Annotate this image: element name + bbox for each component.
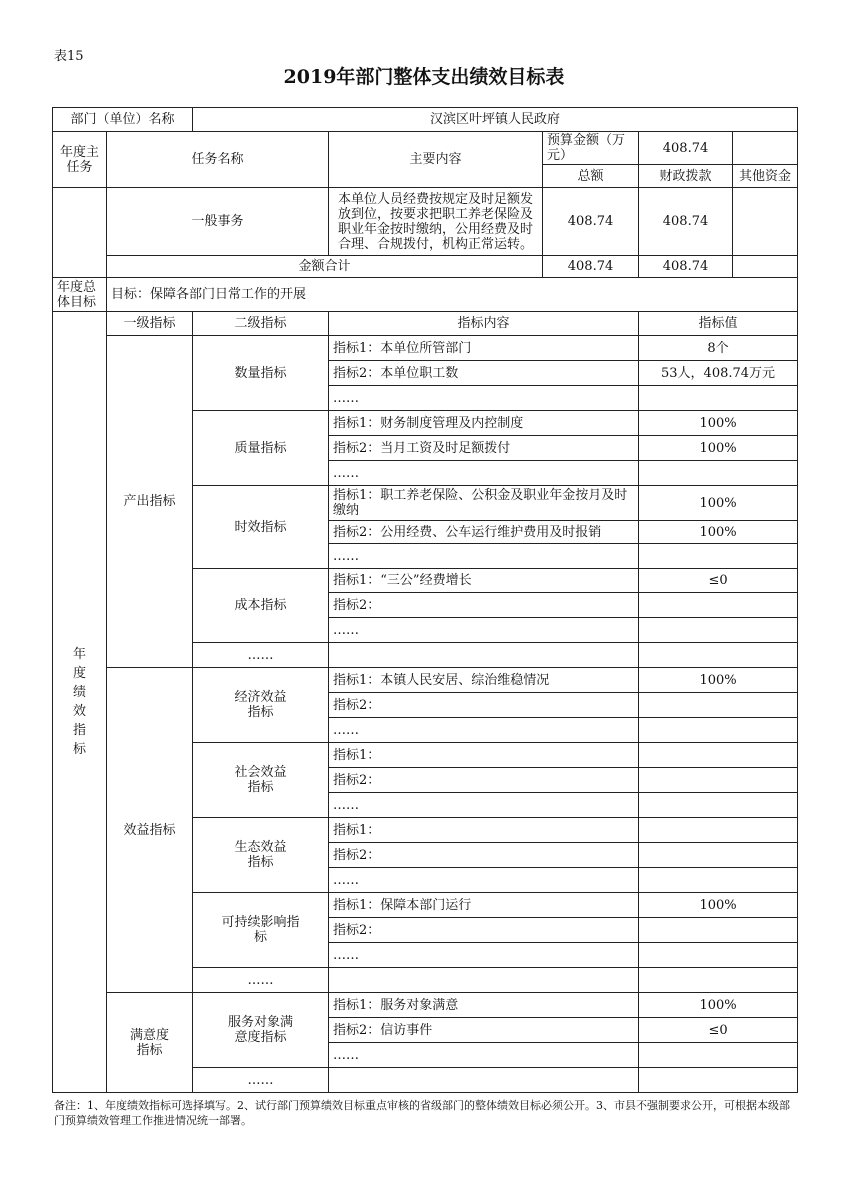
task-name: 一般事务 bbox=[107, 188, 329, 256]
service-label: 服务对象满意度指标 bbox=[193, 993, 329, 1068]
sum-total: 408.74 bbox=[543, 256, 639, 278]
quality-v1: 100% bbox=[639, 411, 798, 436]
task-content: 本单位人员经费按规定及时足额发放到位，按要求把职工养老保险及职业年金按时缴纳，公用经费及时合理、合规拨付，机构正常运转。 bbox=[329, 188, 543, 256]
service-r3: …… bbox=[329, 1043, 639, 1068]
economic-v1: 100% bbox=[639, 668, 798, 693]
timeliness-label: 时效指标 bbox=[193, 486, 329, 569]
cost-r1: 指标1：“三公”经费增长 bbox=[329, 569, 639, 593]
cost-r3: …… bbox=[329, 618, 639, 643]
task-total: 408.74 bbox=[543, 188, 639, 256]
quantity-v2: 53人，408.74万元 bbox=[639, 361, 798, 386]
quality-label: 质量指标 bbox=[193, 411, 329, 486]
quantity-r3: …… bbox=[329, 386, 639, 411]
overall-value: 目标：保障各部门日常工作的开展 bbox=[107, 278, 798, 312]
sustain-r3: …… bbox=[329, 943, 639, 968]
eco-r1: 指标1： bbox=[329, 818, 639, 843]
fiscal-header: 财政拨款 bbox=[639, 165, 733, 188]
service-r2: 指标2：信访事件 bbox=[329, 1018, 639, 1043]
perf-indicator-label: 年度绩效指标 bbox=[53, 312, 107, 1093]
performance-table bbox=[52, 107, 798, 1093]
timeliness-r1: 指标1：职工养老保险、公积金及职业年金按月及时缴纳 bbox=[329, 486, 639, 521]
economic-r3: …… bbox=[329, 718, 639, 743]
other-header: 其他资金 bbox=[733, 165, 798, 188]
timeliness-v2: 100% bbox=[639, 521, 798, 544]
sum-fiscal: 408.74 bbox=[639, 256, 733, 278]
social-r3: …… bbox=[329, 793, 639, 818]
page-title: 2019年部门整体支出绩效目标表 bbox=[283, 66, 565, 88]
timeliness-v1: 100% bbox=[639, 486, 798, 521]
quantity-r2: 指标2：本单位职工数 bbox=[329, 361, 639, 386]
satisfaction-more: …… bbox=[193, 1068, 329, 1093]
economic-r1: 指标1：本镇人民安居、综治维稳情况 bbox=[329, 668, 639, 693]
satisfaction-label: 满意度指标 bbox=[107, 993, 193, 1093]
quantity-r1: 指标1：本单位所管部门 bbox=[329, 336, 639, 361]
service-r1: 指标1：服务对象满意 bbox=[329, 993, 639, 1018]
quality-r2: 指标2：当月工资及时足额拨付 bbox=[329, 436, 639, 461]
social-label: 社会效益指标 bbox=[193, 743, 329, 818]
sustain-r1: 指标1：保障本部门运行 bbox=[329, 893, 639, 918]
quantity-label: 数量指标 bbox=[193, 336, 329, 411]
quantity-v1: 8个 bbox=[639, 336, 798, 361]
annual-task-label: 年度主任务 bbox=[53, 132, 107, 188]
table-number: 表15 bbox=[54, 49, 84, 64]
quality-r3: …… bbox=[329, 461, 639, 486]
timeliness-r3: …… bbox=[329, 544, 639, 569]
value-header: 指标值 bbox=[639, 312, 798, 336]
benefit-label: 效益指标 bbox=[107, 668, 193, 993]
service-v2: ≤0 bbox=[639, 1018, 798, 1043]
eco-label: 生态效益指标 bbox=[193, 818, 329, 893]
cost-r2: 指标2： bbox=[329, 593, 639, 618]
benefit-more: …… bbox=[193, 968, 329, 993]
first-level-header: 一级指标 bbox=[107, 312, 193, 336]
dept-label: 部门（单位）名称 bbox=[53, 108, 193, 132]
budget-amount-label: 预算金额（万元） bbox=[543, 132, 639, 165]
timeliness-r2: 指标2：公用经费、公车运行维护费用及时报销 bbox=[329, 521, 639, 544]
footnote: 备注：1、年度绩效指标可选择填写。2、试行部门预算绩效目标重点审核的省级部门的整体绩效目标必须公开。3、市县不强制要求公开，可根据本级部门预算绩效管理工作推进情况统一部署。 bbox=[54, 1099, 790, 1127]
social-r2: 指标2： bbox=[329, 768, 639, 793]
quality-v2: 100% bbox=[639, 436, 798, 461]
quality-r1: 指标1：财务制度管理及内控制度 bbox=[329, 411, 639, 436]
total-header: 总额 bbox=[543, 165, 639, 188]
overall-label: 年度总体目标 bbox=[53, 278, 107, 312]
main-content-header: 主要内容 bbox=[329, 132, 543, 188]
social-r1: 指标1： bbox=[329, 743, 639, 768]
task-name-header: 任务名称 bbox=[107, 132, 329, 188]
cost-v1: ≤0 bbox=[639, 569, 798, 593]
service-v1: 100% bbox=[639, 993, 798, 1018]
second-level-header: 二级指标 bbox=[193, 312, 329, 336]
sustain-label: 可持续影响指标 bbox=[193, 893, 329, 968]
eco-r2: 指标2： bbox=[329, 843, 639, 868]
output-more: …… bbox=[193, 643, 329, 668]
content-header: 指标内容 bbox=[329, 312, 639, 336]
output-label: 产出指标 bbox=[107, 336, 193, 668]
eco-r3: …… bbox=[329, 868, 639, 893]
budget-amount-value: 408.74 bbox=[639, 132, 733, 165]
sum-label: 金额合计 bbox=[107, 256, 543, 278]
cost-label: 成本指标 bbox=[193, 569, 329, 643]
task-fiscal: 408.74 bbox=[639, 188, 733, 256]
sustain-r2: 指标2： bbox=[329, 918, 639, 943]
sustain-v1: 100% bbox=[639, 893, 798, 918]
dept-value: 汉滨区叶坪镇人民政府 bbox=[193, 108, 798, 132]
economic-label: 经济效益指标 bbox=[193, 668, 329, 743]
economic-r2: 指标2： bbox=[329, 693, 639, 718]
